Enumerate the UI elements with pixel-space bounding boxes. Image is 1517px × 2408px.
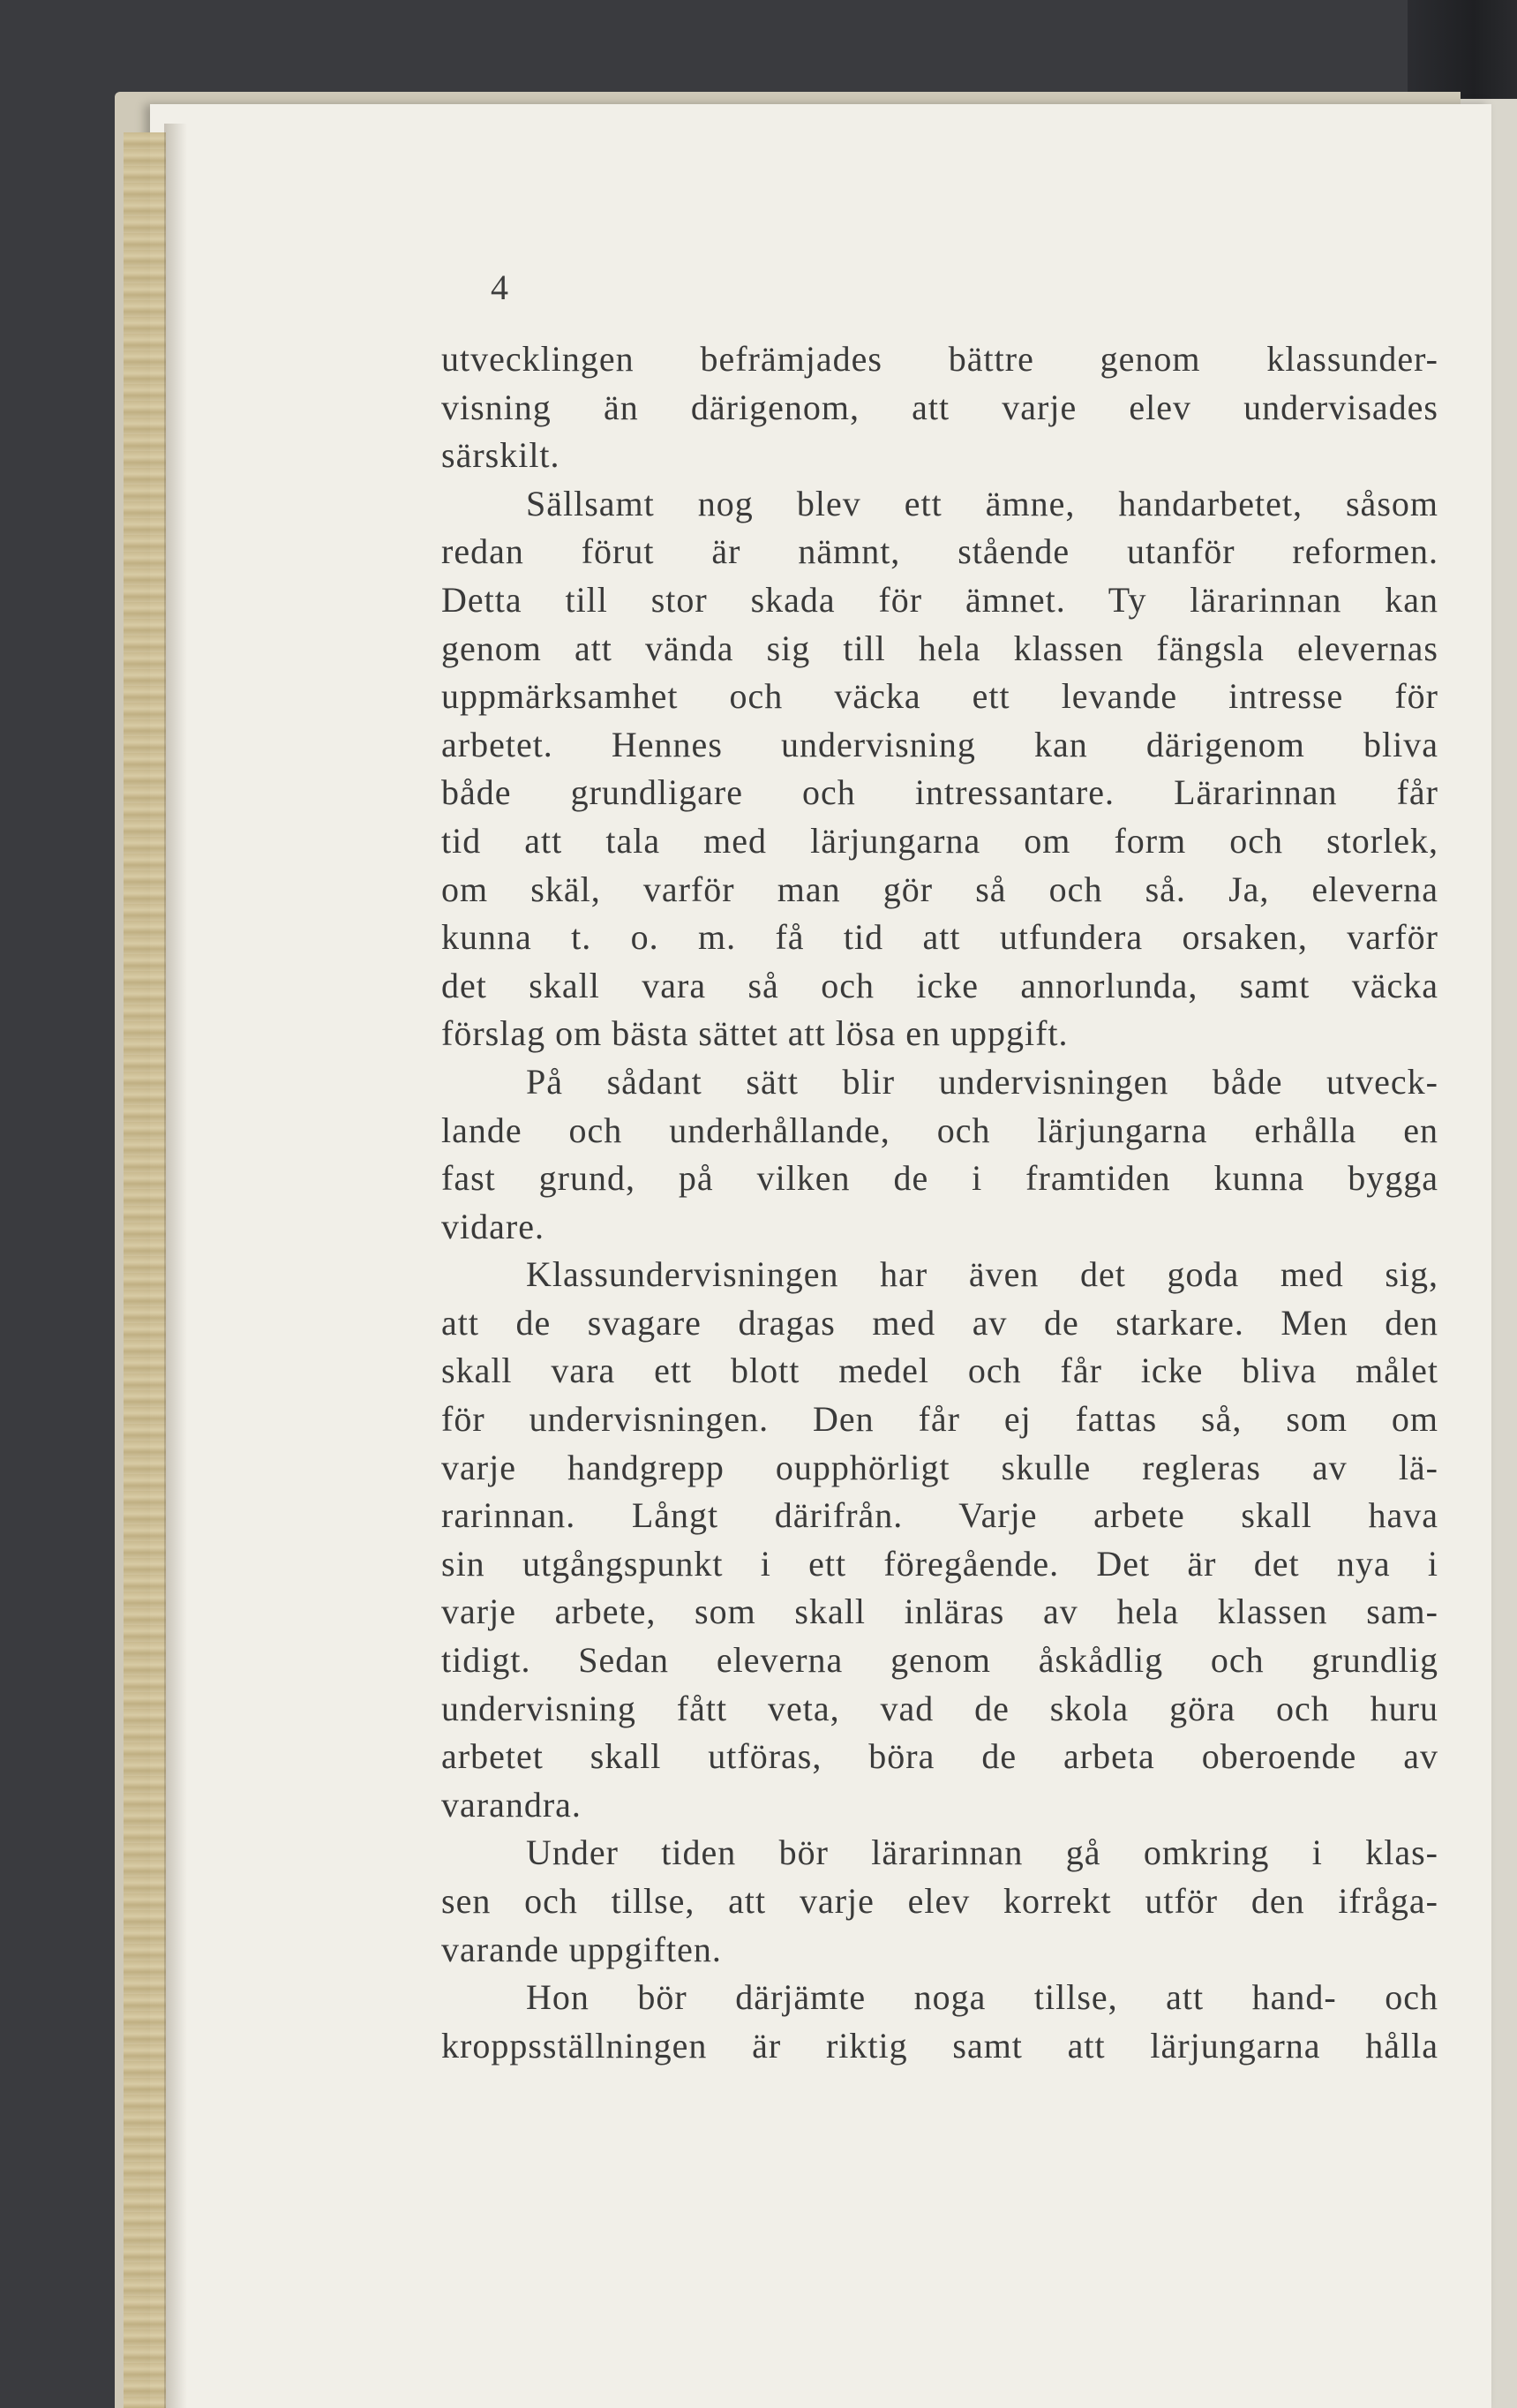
page-number: 4	[491, 267, 508, 307]
text-line: redan förut är nämnt, stående utanför reformen.	[441, 531, 1438, 572]
text-line: för undervisningen. Den får ej fattas så, som om	[441, 1399, 1438, 1440]
text-line: sin utgångspunkt i ett föregående. Det är det nya i	[441, 1543, 1438, 1584]
body-text	[441, 335, 1438, 2070]
text-line: utvecklingen befrämjades bättre genom klassunder-	[441, 339, 1438, 379]
text-line: varje arbete, som skall inläras av hela klassen sam-	[441, 1592, 1438, 1632]
text-line: visning än därigenom, att varje elev undervisades	[441, 387, 1438, 427]
text-line: genom att vända sig till hela klassen fängsla elevernas	[441, 628, 1438, 668]
text-line: skall vara ett blott medel och får icke bliva målet	[441, 1351, 1438, 1391]
binding-shadow	[164, 124, 187, 2408]
page-binding	[124, 132, 166, 2408]
text-line: att de svagare dragas med av de starkare. Men den	[441, 1302, 1438, 1343]
text-line: Sällsamt nog blev ett ämne, handarbetet, såsom	[526, 483, 1438, 523]
text-line: Klassundervisningen har även det goda med sig,	[526, 1254, 1438, 1295]
text-line: tid att tala med lärjungarna om form och storlek,	[441, 820, 1438, 861]
text-line: vidare.	[441, 1206, 544, 1246]
text-line: om skäl, varför man gör så och så. Ja, eleverna	[441, 869, 1438, 909]
text-line: arbetet. Hennes undervisning kan därigenom bliva	[441, 724, 1438, 764]
text-line: arbetet skall utföras, böra de arbeta oberoende av	[441, 1736, 1438, 1777]
text-line: fast grund, på vilken de i framtiden kunna bygga	[441, 1158, 1438, 1199]
text-line: lande och underhållande, och lärjungarna erhålla en	[441, 1110, 1438, 1150]
text-line: varande uppgiften.	[441, 1929, 722, 1969]
text-line: förslag om bästa sättet att lösa en uppgift.	[441, 1013, 1069, 1054]
text-line: särskilt.	[441, 435, 560, 476]
text-line: tidigt. Sedan eleverna genom åskådlig och grundlig	[441, 1640, 1438, 1681]
text-line: På sådant sätt blir undervisningen både utveck-	[526, 1061, 1438, 1102]
text-line: sen och tillse, att varje elev korrekt utför den ifråga-	[441, 1881, 1438, 1921]
text-line: undervisning fått veta, vad de skola göra och huru	[441, 1688, 1438, 1728]
text-line: det skall vara så och icke annorlunda, samt väcka	[441, 965, 1438, 1005]
text-line: varandra.	[441, 1784, 582, 1825]
text-line: Detta till stor skada för ämnet. Ty lärarinnan kan	[441, 579, 1438, 620]
text-line: Hon bör därjämte noga tillse, att hand- och	[526, 1977, 1438, 2018]
text-line: både grundligare och intressantare. Lärarinnan får	[441, 772, 1438, 813]
text-line: rarinnan. Långt därifrån. Varje arbete skall hava	[441, 1495, 1438, 1536]
text-line: uppmärksamhet och väcka ett levande intresse för	[441, 676, 1438, 717]
text-line: kunna t. o. m. få tid att utfundera orsaken, varför	[441, 917, 1438, 958]
text-line: Under tiden bör lärarinnan gå omkring i klas-	[526, 1832, 1438, 1873]
text-line: kroppsställningen är riktig samt att lärjungarna hålla	[441, 2025, 1438, 2066]
text-line: varje handgrepp oupphörligt skulle regleras av lä-	[441, 1447, 1438, 1487]
